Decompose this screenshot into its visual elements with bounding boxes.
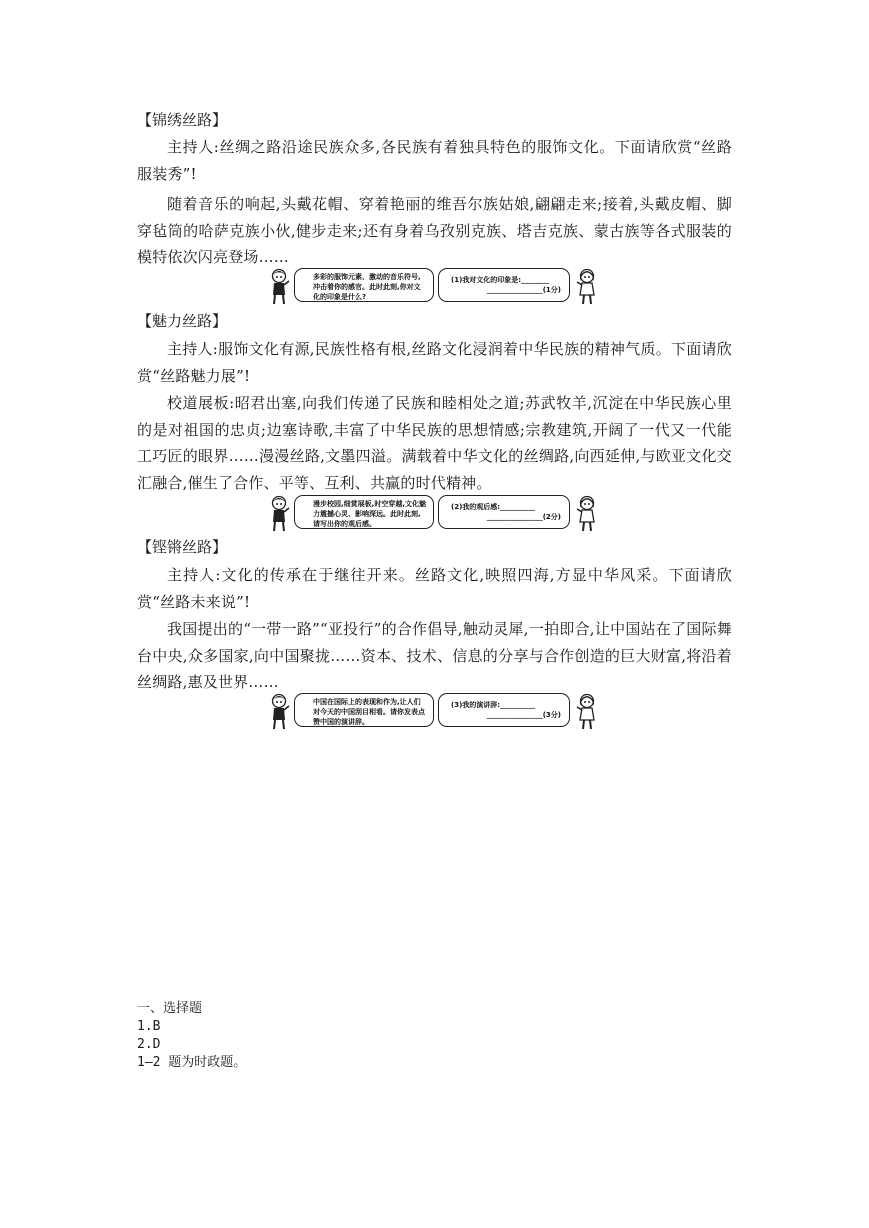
body-paragraph-1: 随着音乐的响起,头戴花帽、穿着艳丽的维吾尔族姑娘,翩翩走来;接着,头戴皮帽、脚穿毡筒的哈萨克族小伙,健步走来;还有身着乌孜别克族、塔吉克族、蒙古族等各式服装的模特依次闪亮登场……: [137, 195, 732, 266]
answer-bubble-3: [438, 693, 570, 727]
cartoon-girl-right-icon: [576, 692, 598, 730]
dialog-strip-1: [268, 267, 603, 305]
answer-key: [137, 1000, 246, 1072]
answer-item-2: 2.D: [137, 1037, 161, 1052]
prompt-bubble-1: 多彩的服饰元素、激动的音乐符号,冲击着你的感官。此时此刻,你对文化的印象是什么?: [294, 268, 434, 302]
answer-score-1: ________________(1分): [486, 286, 561, 294]
answer-note: 1—2 题为时政题。: [137, 1055, 247, 1070]
host-paragraph-2: 主持人:服饰文化有源,民族性格有根,丝路文化浸润着中华民族的精神气质。下面请欣赏“丝路魅力展”!: [137, 340, 732, 385]
answer-prompt-3: (3)我的演讲辞:__________: [451, 701, 536, 709]
host-paragraph-1: 主持人:丝绸之路沿途民族众多,各民族有着独具特色的服饰文化。下面请欣赏“丝路服装秀”!: [137, 138, 732, 183]
prompt-bubble-3: 中国在国际上的表现和作为,让人们对今天的中国刮目相看。请你发表点赞中国的演讲辞。: [294, 693, 434, 727]
body-paragraph-2: 校道展板:昭君出塞,向我们传递了民族和睦相处之道;苏武牧羊,沉淀在中华民族心里的是对祖国的忠贞;边塞诗歌,丰富了中华民族的思想情感;宗教建筑,开阔了一代又一代能工巧匠的眼界……漫漫丝路,文墨四溢。满载着中华文化的丝绸路,向西延伸,与欧亚文化交汇融合,催生了合作、平等、互利、共赢的时代精神。: [137, 394, 732, 492]
cartoon-girl-right-icon: [576, 267, 598, 305]
answer-bubble-2: [438, 495, 570, 529]
host-paragraph-3: 主持人:文化的传承在于继往开来。丝路文化,映照四海,方显中华风采。下面请欣赏“丝路未来说”!: [137, 566, 732, 611]
section-title-meili: 【魅力丝路】: [137, 312, 228, 330]
answer-score-3: ________________(3分): [486, 711, 561, 719]
answer-score-2: ________________(2分): [486, 513, 561, 521]
answer-prompt-1: (1)我对文化的印象是:________: [451, 276, 550, 284]
cartoon-girl-right-icon: [576, 494, 598, 532]
cartoon-boy-left-icon: [268, 692, 290, 730]
answer-bubble-1: [438, 268, 570, 302]
dialog-strip-3: [268, 692, 603, 730]
body-paragraph-3: 我国提出的“一带一路”“亚投行”的合作倡导,触动灵犀,一拍即合,让中国站在了国际舞台中央,众多国家,向中国聚拢……资本、技术、信息的分享与合作创造的巨大财富,将沿着丝绸路,惠及世界……: [137, 620, 732, 691]
section-title-jinxiu: 【锦绣丝路】: [137, 111, 228, 129]
prompt-bubble-2: 漫步校园,细赏展板,时空穿越,文化魅力震撼心灵、影响深远。此时此刻,请写出你的观后感。: [294, 495, 434, 529]
answer-prompt-2: (2)我的观后感:__________: [451, 503, 536, 511]
section-title-kengqiang: 【铿锵丝路】: [137, 538, 228, 556]
cartoon-boy-left-icon: [268, 267, 290, 305]
cartoon-boy-left-icon: [268, 494, 290, 532]
answer-item-1: 1.B: [137, 1019, 161, 1034]
dialog-strip-2: [268, 494, 603, 532]
answer-heading: 一、选择题: [137, 1001, 203, 1016]
